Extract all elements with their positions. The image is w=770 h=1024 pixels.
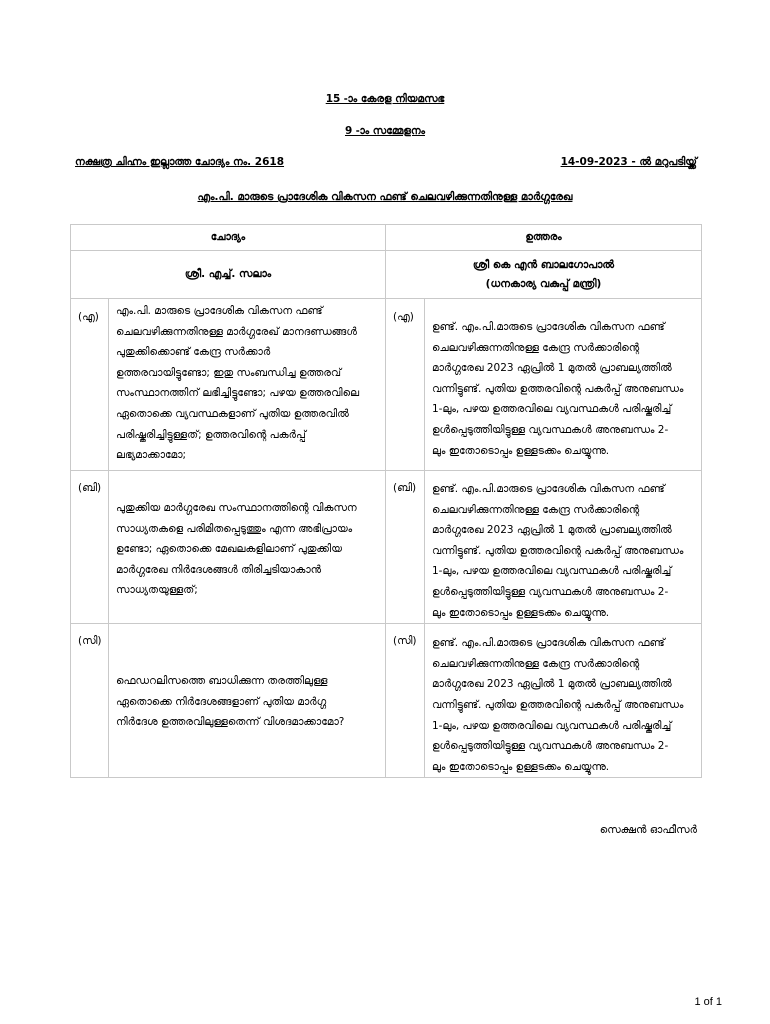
minister-cell: [386, 251, 702, 299]
answer-line: ഉൾപ്പെടുത്തിയിട്ടുള്ള വ്യവസ്ഥകൾ അനുബന്ധം 2-: [432, 423, 669, 436]
answer-column-heading: ഉത്തരം: [386, 225, 702, 251]
answer-line: വന്നിട്ടുണ്ട്. പുതിയ ഉത്തരവിന്റെ പകർപ്പ് അനുബന്ധം: [432, 698, 684, 711]
subject-heading: എം.പി. മാരുടെ പ്രാദേശിക വികസന ഫണ്ട് ചെലവഴിക്കുന്നതിനുള്ള മാർഗ്ഗരേഖ: [197, 191, 573, 203]
question-line: പുതുക്കിയ മാർഗ്ഗരേഖ സംസ്ഥാനത്തിന്റെ വികസന: [116, 502, 357, 514]
question-meta-row: [75, 154, 697, 170]
answer-line: ലും ഇതോടൊപ്പം ഉള്ളടക്കം ചെയ്യുന്നു.: [432, 606, 610, 619]
question-text: [109, 299, 386, 471]
answer-label: (സി): [386, 624, 425, 778]
signatory: സെക്ഷൻ ഓഫീസർ: [599, 824, 697, 836]
answer-text: [425, 299, 702, 471]
table-row: [71, 299, 702, 471]
question-line: ഏതൊക്കെ വ്യവസ്ഥകളാണ് പുതിയ ഉത്തരവിൽ: [116, 407, 349, 420]
table-header-row: [71, 225, 702, 251]
answer-line: ചെലവഴിക്കുന്നതിനുള്ള കേന്ദ്ര സർക്കാരിന്റെ: [432, 341, 640, 354]
question-line: മാർഗ്ഗരേഖ നിർദേശങ്ങൾ തിരിച്ചടിയാകാൻ: [116, 563, 322, 576]
question-line: ഉത്തരവായിട്ടുണ്ടോ; ഇതു സംബന്ധിച്ച ഉത്തരവ്: [116, 366, 342, 379]
question-text: [109, 624, 386, 778]
question-label: (എ): [71, 299, 109, 471]
question-line: നിർദേശ ഉത്തരവിലുള്ളതെന്ന് വിശദമാക്കാമോ?: [116, 716, 345, 729]
answer-line: ഉണ്ട്. എം.പി.മാരുടെ പ്രാദേശിക വികസന ഫണ്ട്: [432, 483, 665, 495]
answer-line: ചെലവഴിക്കുന്നതിനുള്ള കേന്ദ്ര സർക്കാരിന്റെ: [432, 657, 640, 670]
question-line: സാധ്യതകളെ പരിമിതപ്പെടുത്തും എന്ന അഭിപ്രായം: [116, 522, 353, 535]
question-line: എം.പി. മാരുടെ പ്രാദേശിക വികസന ഫണ്ട്: [116, 305, 323, 317]
question-line: ഉണ്ടോ; ഏതൊക്കെ മേഖലകളിലാണ് പുതുക്കിയ: [116, 543, 342, 556]
question-number: നക്ഷത്ര ചിഹ്നം ഇല്ലാത്ത ചോദ്യം നം. 2618: [75, 156, 285, 168]
answer-text: [425, 471, 702, 624]
minister-portfolio: (ധനകാര്യ വകുപ്പ് മന്ത്രി): [485, 277, 602, 290]
table-names-row: [71, 251, 702, 299]
answer-line: മാർഗ്ഗരേഖ 2023 ഏപ്രിൽ 1 മുതൽ പ്രാബല്യത്തിൽ: [432, 678, 672, 691]
answer-line: ഉൾപ്പെടുത്തിയിട്ടുള്ള വ്യവസ്ഥകൾ അനുബന്ധം 2-: [432, 585, 669, 598]
answer-label: (ബി): [386, 471, 425, 624]
answer-label: (എ): [386, 299, 425, 471]
question-text: [109, 471, 386, 624]
session-heading: 9 -ാം സമ്മേളനം: [344, 125, 426, 137]
question-line: സംസ്ഥാനത്തിന് ലഭിച്ചിട്ടുണ്ടോ; പഴയ ഉത്തരവിലെ: [116, 387, 360, 400]
question-line: ഫെഡറലിസത്തെ ബാധിക്കുന്ന തരത്തിലുള്ള: [116, 675, 328, 688]
answer-line: വന്നിട്ടുണ്ട്. പുതിയ ഉത്തരവിന്റെ പകർപ്പ് അനുബന്ധം: [432, 544, 684, 557]
answer-line: ചെലവഴിക്കുന്നതിനുള്ള കേന്ദ്ര സർക്കാരിന്റെ: [432, 503, 640, 516]
answer-line: മാർഗ്ഗരേഖ 2023 ഏപ്രിൽ 1 മുതൽ പ്രാബല്യത്തിൽ: [432, 362, 672, 375]
answer-line: ലും ഇതോടൊപ്പം ഉള്ളടക്കം ചെയ്യുന്നു.: [432, 444, 610, 457]
table-row: [71, 624, 702, 778]
table-row: [71, 471, 702, 624]
question-line: ചെലവഴിക്കുന്നതിനുള്ള മാർഗ്ഗരേഖ് മാനദണ്ഡങ്ങൾ: [116, 325, 357, 338]
minister-name: ശ്രീ കെ എൻ ബാലഗോപാൽ: [472, 258, 615, 271]
question-label: (സി): [71, 624, 109, 778]
question-line: പരിഷ്കരിച്ചിട്ടുള്ളത്; ഉത്തരവിന്റെ പകർപ്പ്: [116, 428, 306, 441]
question-answer-table: [70, 224, 702, 778]
question-column-heading: ചോദ്യം: [71, 225, 386, 251]
question-line: സാധ്യതയുള്ളത്;: [116, 584, 198, 597]
answer-line: ഉണ്ട്. എം.പി.മാരുടെ പ്രാദേശിക വികസന ഫണ്ട്: [432, 321, 665, 333]
answer-line: 1-ലും, പഴയ ഉത്തരവിലെ വ്യവസ്ഥകൾ പരിഷ്കരിച്ച്: [432, 719, 672, 732]
questioner-name: ശ്രീ. എച്ച്. സലാം: [71, 251, 386, 299]
question-line: ലഭ്യമാക്കാമോ;: [116, 449, 187, 462]
page-number: 1 of 1: [694, 996, 722, 1008]
answer-line: 1-ലും, പഴയ ഉത്തരവിലെ വ്യവസ്ഥകൾ പരിഷ്കരിച്ച്: [432, 565, 672, 578]
answer-text: [425, 624, 702, 778]
question-line: പുതുക്കിക്കൊണ്ട് കേന്ദ്ര സർക്കാർ: [116, 346, 271, 359]
answer-date: 14-09-2023 - ൽ മറുപടിയ്ക്ക്: [560, 156, 697, 168]
answer-line: മാർഗ്ഗരേഖ 2023 ഏപ്രിൽ 1 മുതൽ പ്രാബല്യത്തിൽ: [432, 524, 672, 537]
answer-line: ലും ഇതോടൊപ്പം ഉള്ളടക്കം ചെയ്യുന്നു.: [432, 760, 610, 773]
question-line: ഏതൊക്കെ നിർദേശങ്ങളാണ് പുതിയ മാർഗ്ഗ: [116, 695, 327, 708]
answer-line: 1-ലും, പഴയ ഉത്തരവിലെ വ്യവസ്ഥകൾ പരിഷ്കരിച്ച്: [432, 403, 672, 416]
answer-line: ഉൾപ്പെടുത്തിയിട്ടുള്ള വ്യവസ്ഥകൾ അനുബന്ധം 2-: [432, 740, 669, 753]
answer-line: ഉണ്ട്. എം.പി.മാരുടെ പ്രാദേശിക വികസന ഫണ്ട്: [432, 637, 665, 650]
answer-line: വന്നിട്ടുണ്ട്. പുതിയ ഉത്തരവിന്റെ പകർപ്പ് അനുബന്ധം: [432, 382, 684, 395]
question-label: (ബി): [71, 471, 109, 624]
assembly-heading: 15 -ാം കേരള നിയമസഭ: [325, 93, 445, 105]
